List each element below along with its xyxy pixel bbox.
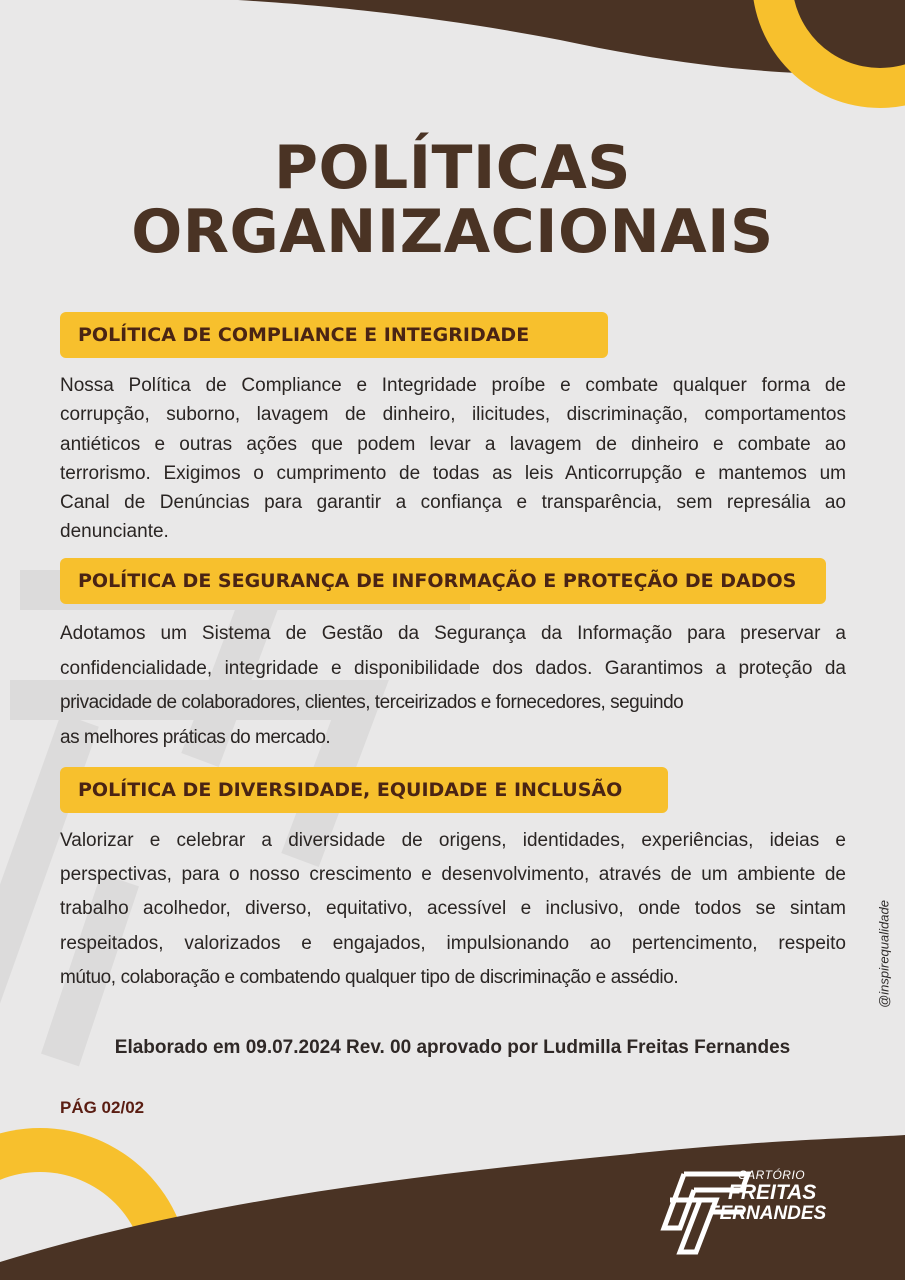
body-line: Canal de Denúncias para garantir a confiança e transparência, sem represália ao	[60, 492, 846, 514]
title-line-2: ORGANIZACIONAIS	[131, 197, 774, 267]
body-line: denunciante.	[60, 521, 169, 543]
section-heading-security	[60, 558, 826, 604]
body-line: privacidade de colaboradores, clientes, terceirizados e fornecedores, seguindo	[60, 692, 684, 713]
body-line: terrorismo. Exigimos o cumprimento de todas as leis Anticorrupção e mantemos um	[60, 462, 846, 484]
body-line: corrupção, suborno, lavagem de dinheiro, ilicitudes, discriminação, comportamentos	[60, 404, 846, 426]
logo-text	[708, 1168, 826, 1224]
body-line: trabalho acolhedor, diverso, equitativo, acessível e inclusivo, onde todos se sintam	[60, 898, 846, 920]
logo-name-line-1: FREITAS	[728, 1181, 817, 1204]
logo-small-text: CARTÓRIO	[738, 1168, 806, 1182]
section-body-compliance	[60, 371, 846, 547]
body-line: respeitados, valorizados e engajados, impulsionando ao pertencimento, respeito	[60, 932, 846, 954]
logo-name-line-2: FERNANDES	[708, 1203, 827, 1224]
section-heading-text: POLÍTICA DE SEGURANÇA DE INFORMAÇÃO E PROTEÇÃO DE DADOS	[78, 570, 797, 592]
title-line-1: POLÍTICAS	[274, 133, 631, 203]
body-line: as melhores práticas do mercado.	[60, 726, 331, 748]
body-line: confidencialidade, integridade e disponibilidade dos dados. Garantimos a proteção da	[60, 657, 846, 679]
page-number: PÁG 02/02	[60, 1098, 145, 1117]
body-line: antiéticos e outras ações que podem levar a lavagem de dinheiro e combate ao	[60, 433, 846, 455]
body-line: mútuo, colaboração e combatendo qualquer tipo de discriminação e assédio.	[60, 966, 679, 988]
section-heading-diversity	[60, 767, 668, 813]
section-heading-text: POLÍTICA DE COMPLIANCE E INTEGRIDADE	[78, 324, 530, 346]
social-handle: @inspirequalidade	[876, 900, 892, 1008]
section-heading-compliance	[60, 312, 608, 358]
section-body-security	[60, 617, 846, 755]
section-heading-text: POLÍTICA DE DIVERSIDADE, EQUIDADE E INCLUSÃO	[78, 779, 623, 801]
body-line: Adotamos um Sistema de Gestão da Segurança da Informação para preservar a	[60, 623, 846, 644]
section-body-diversity	[60, 824, 846, 995]
page-title	[0, 133, 905, 267]
body-line: perspectivas, para o nosso crescimento e desenvolvimento, através de um ambiente de	[60, 864, 846, 886]
approval-note: Elaborado em 09.07.2024 Rev. 00 aprovado por Ludmilla Freitas Fernandes	[114, 1037, 791, 1058]
body-line: Nossa Política de Compliance e Integridade proíbe e combate qualquer forma de	[60, 375, 846, 396]
body-line: Valorizar e celebrar a diversidade de origens, identidades, experiências, ideias e	[60, 830, 846, 851]
